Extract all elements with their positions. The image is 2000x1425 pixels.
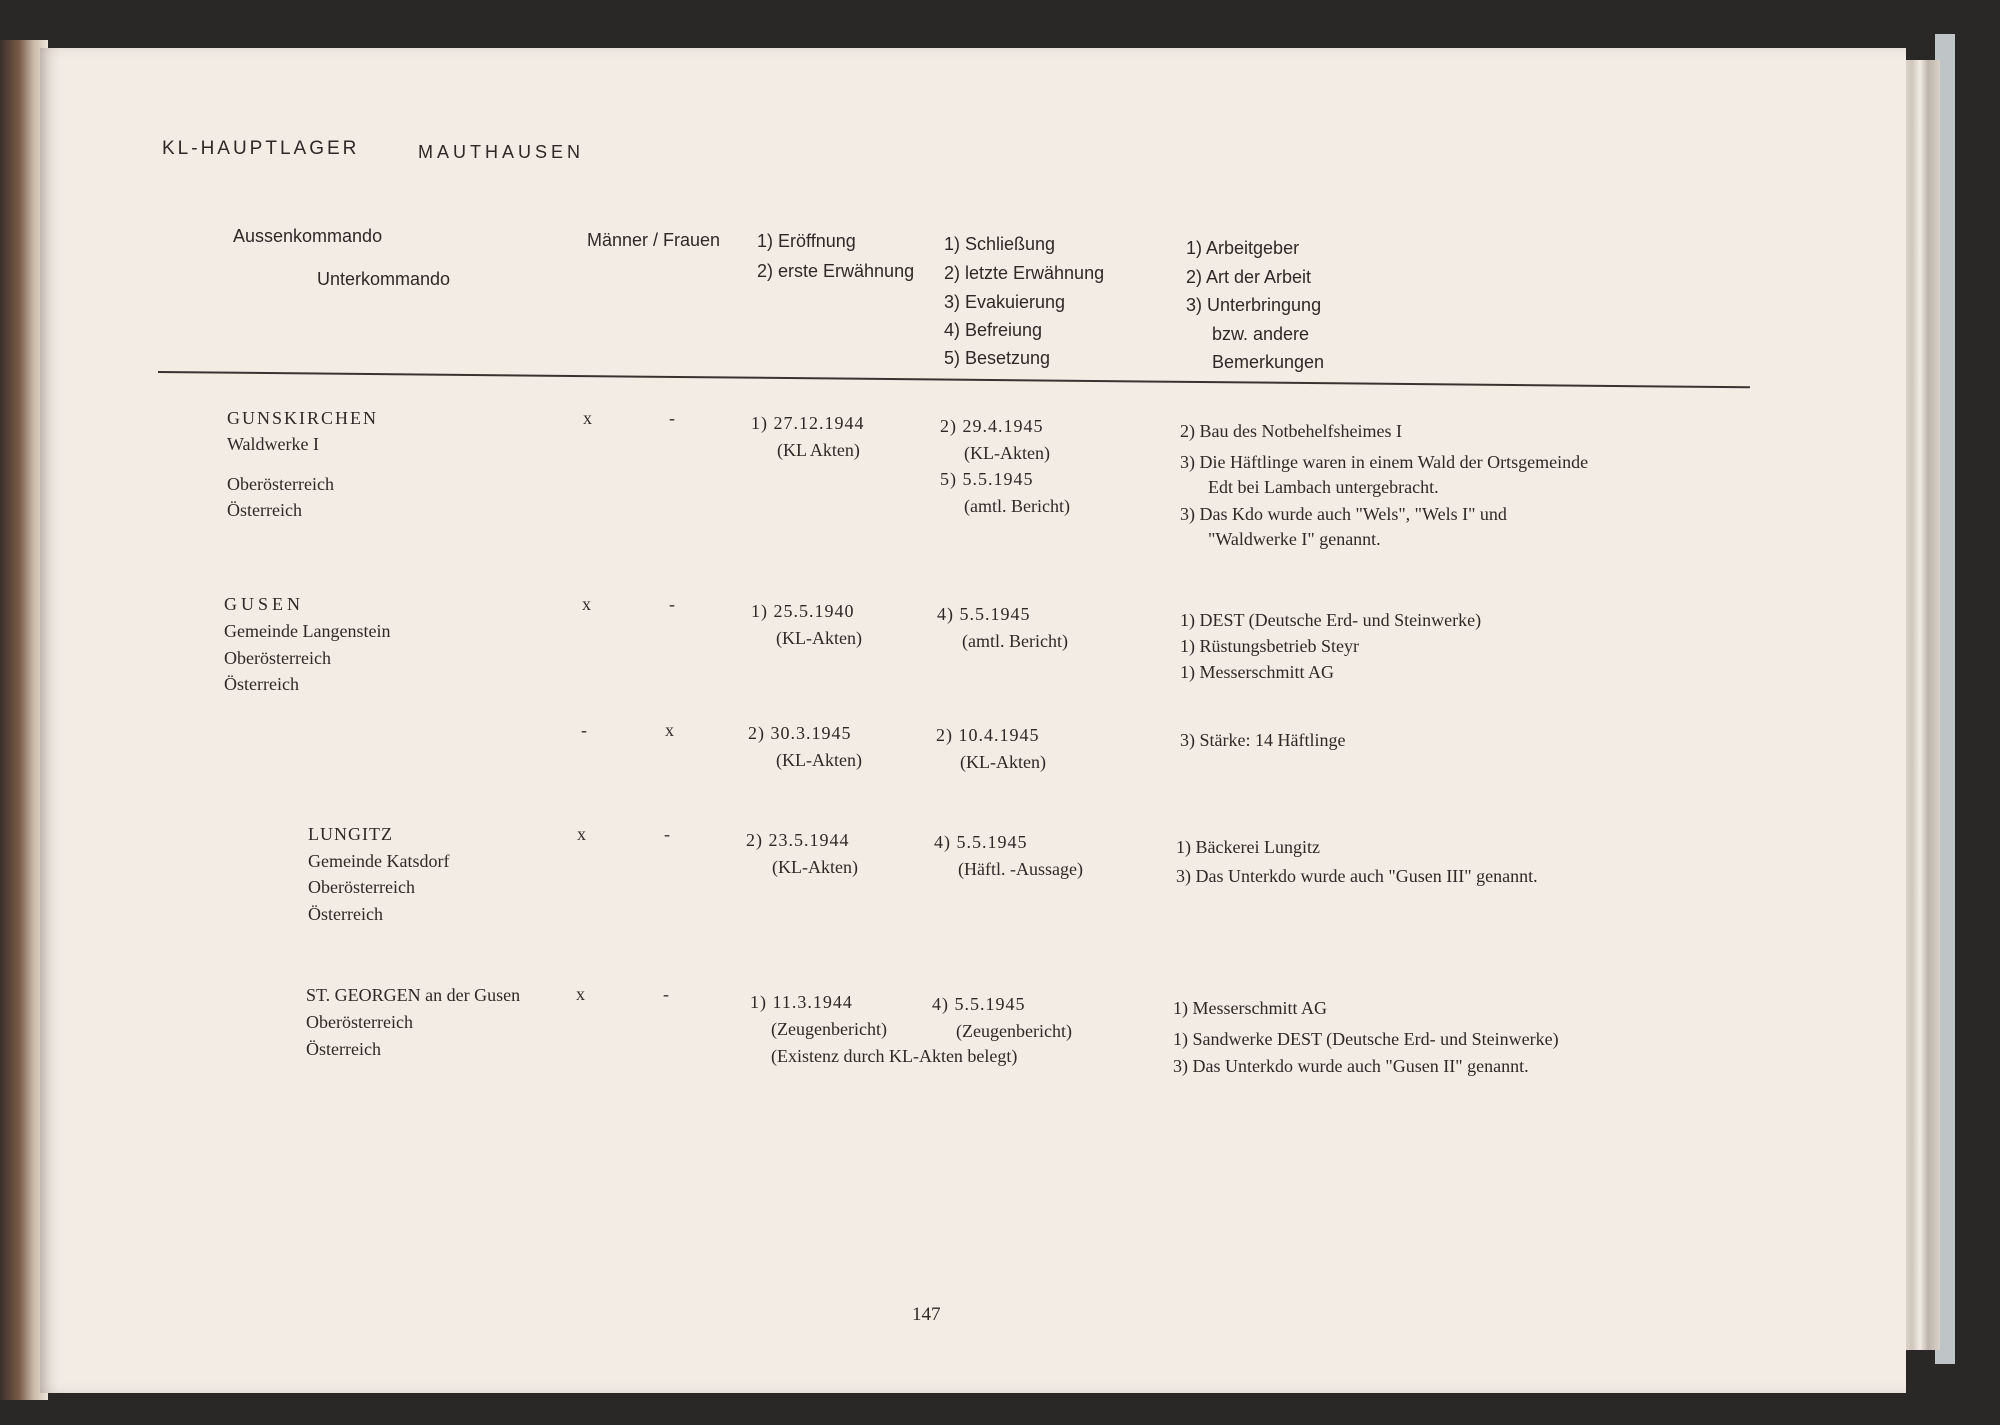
col-closing-3: 3) Evakuierung [944, 292, 1066, 312]
section-heading: KL-HAUPTLAGER [162, 138, 360, 159]
col-closing-2: 2) letzte Erwähnung [944, 263, 1105, 283]
entry-name: ST. GEORGEN an der Gusen [306, 985, 521, 1005]
closing-source: (KL-Akten) [964, 443, 1050, 463]
remark-line: 1) Sandwerke DEST (Deutsche Erd- und Steinwerke) [1173, 1029, 1559, 1049]
opening-source: (Zeugenbericht) [771, 1019, 887, 1039]
entry-country: Österreich [308, 904, 383, 924]
opening-source: (KL-Akten) [776, 750, 862, 770]
closing-source-2: (amtl. Bericht) [964, 496, 1070, 516]
remark-line: 3) Das Kdo wurde auch "Wels", "Wels I" und [1180, 504, 1507, 524]
col-remarks-1: 1) Arbeitgeber [1186, 238, 1300, 258]
col-unterkommando: Unterkommando [317, 269, 451, 289]
entry-subname: Gemeinde Katsdorf [308, 851, 450, 871]
col-remarks-4: bzw. andere [1212, 324, 1310, 344]
remark-line: 3) Die Häftlinge waren in einem Wald der Ortsgemeinde [1180, 452, 1589, 472]
men-mark: x [577, 824, 586, 844]
opening-date: 2) 23.5.1944 [746, 830, 850, 850]
women-mark: x [665, 720, 674, 740]
opening-source: (KL-Akten) [776, 628, 862, 648]
women-mark: - [663, 984, 669, 1004]
opening-note: (Existenz durch KL-Akten belegt) [771, 1046, 1018, 1066]
col-aussenkommando: Aussenkommando [233, 226, 383, 246]
opening-source: (KL-Akten) [772, 857, 858, 877]
remark-line: Edt bei Lambach untergebracht. [1208, 477, 1439, 497]
remark-line: 3) Das Unterkdo wurde auch "Gusen II" genannt. [1173, 1056, 1529, 1076]
entry-name: LUNGITZ [308, 824, 393, 844]
entry-country: Österreich [227, 500, 302, 520]
col-closing-5: 5) Besetzung [944, 348, 1051, 368]
remark-line: "Waldwerke I" genannt. [1208, 529, 1381, 549]
entry-name: GUNSKIRCHEN [227, 408, 379, 428]
col-closing-4: 4) Befreiung [944, 320, 1043, 340]
closing-date: 2) 10.4.1945 [936, 725, 1040, 745]
entry-country: Österreich [224, 674, 299, 694]
women-mark: - [664, 824, 670, 844]
closing-date: 4) 5.5.1945 [932, 994, 1026, 1014]
closing-date-2: 5) 5.5.1945 [940, 469, 1034, 489]
remark-line: 1) Rüstungsbetrieb Steyr [1180, 636, 1359, 656]
remark-line: 1) Messerschmitt AG [1180, 662, 1334, 682]
col-maenner-frauen: Männer / Frauen [587, 230, 721, 250]
opening-date: 1) 25.5.1940 [751, 601, 855, 621]
entry-name: GUSEN [224, 594, 305, 614]
remark-line: 1) DEST (Deutsche Erd- und Steinwerke) [1180, 610, 1482, 630]
entry-country: Österreich [306, 1039, 381, 1059]
page-number: 147 [912, 1304, 941, 1325]
camp-heading: MAUTHAUSEN [418, 142, 585, 162]
men-mark: x [583, 408, 592, 428]
col-opening-2: 2) erste Erwähnung [757, 261, 915, 281]
col-remarks-2: 2) Art der Arbeit [1186, 267, 1312, 287]
closing-date: 4) 5.5.1945 [934, 832, 1028, 852]
entry-region: Oberösterreich [306, 1012, 413, 1032]
remark-line: 2) Bau des Notbehelfsheimes I [1180, 421, 1402, 441]
opening-date: 1) 11.3.1944 [750, 992, 853, 1012]
women-mark: - [669, 594, 675, 614]
page-stack-edge [1900, 60, 1940, 1350]
men-mark: x [576, 984, 585, 1004]
closing-source: (Häftl. -Aussage) [958, 859, 1083, 879]
entry-subname: Waldwerke I [227, 434, 320, 454]
closing-source: (amtl. Bericht) [962, 631, 1068, 651]
closing-source: (KL-Akten) [960, 752, 1046, 772]
entry-region: Oberösterreich [308, 877, 415, 897]
remark-line: 1) Messerschmitt AG [1173, 998, 1327, 1018]
entry-subname: Gemeinde Langenstein [224, 621, 391, 641]
remark-line: 3) Das Unterkdo wurde auch "Gusen III" genannt. [1176, 866, 1538, 886]
closing-date: 2) 29.4.1945 [940, 416, 1044, 436]
remark-line: 3) Stärke: 14 Häftlinge [1180, 730, 1346, 750]
closing-date: 4) 5.5.1945 [937, 604, 1031, 624]
closing-source: (Zeugenbericht) [956, 1021, 1072, 1041]
col-remarks-5: Bemerkungen [1212, 352, 1325, 372]
men-mark: - [581, 720, 587, 740]
remark-line: 1) Bäckerei Lungitz [1176, 837, 1320, 857]
opening-date: 1) 27.12.1944 [751, 413, 865, 433]
opening-source: (KL Akten) [777, 440, 860, 460]
women-mark: - [669, 408, 675, 428]
entry-region: Oberösterreich [227, 474, 334, 494]
men-mark: x [582, 594, 591, 614]
col-opening-1: 1) Eröffnung [757, 231, 856, 251]
opening-date: 2) 30.3.1945 [748, 723, 852, 743]
col-remarks-3: 3) Unterbringung [1186, 295, 1322, 315]
col-closing-1: 1) Schließung [944, 234, 1056, 254]
entry-region: Oberösterreich [224, 648, 331, 668]
